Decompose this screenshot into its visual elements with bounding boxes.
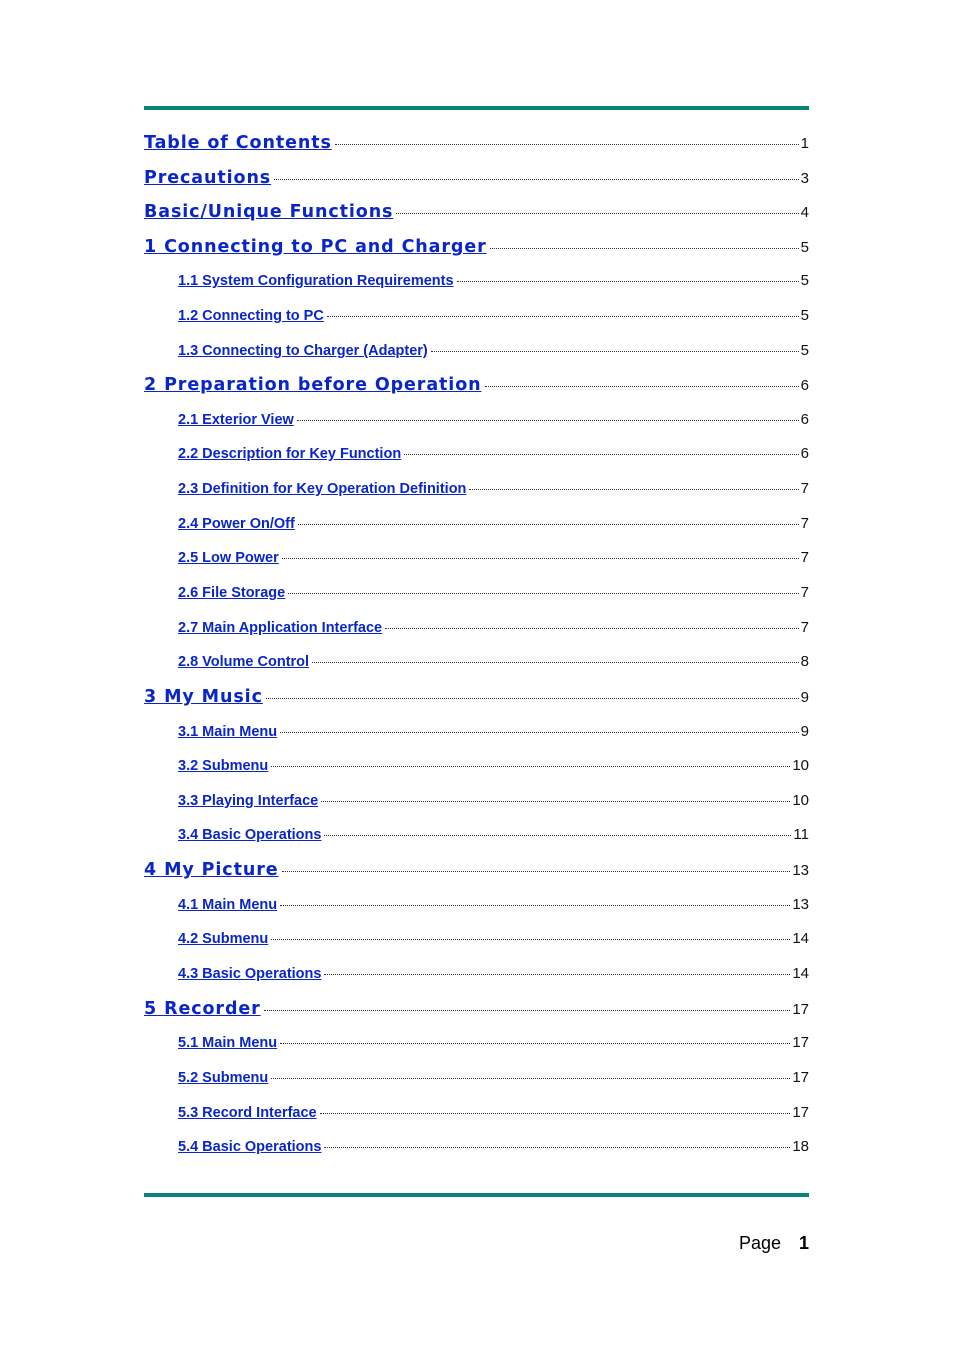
toc-link[interactable]: 2 Preparation before Operation — [144, 375, 482, 395]
dot-leader — [457, 281, 799, 282]
toc-entry[interactable] — [178, 930, 809, 947]
dot-leader — [280, 1043, 790, 1044]
toc-link[interactable]: 3.4 Basic Operations — [178, 827, 322, 843]
toc-link[interactable]: 5 Recorder — [144, 999, 261, 1019]
toc-link[interactable]: Precautions — [144, 168, 272, 188]
toc-page-number: 7 — [800, 515, 809, 532]
toc-page-number: 7 — [800, 480, 809, 497]
toc-link[interactable]: Table of Contents — [144, 133, 332, 153]
toc-page-number: 5 — [800, 307, 809, 324]
toc-link[interactable]: 5.3 Record Interface — [178, 1105, 317, 1121]
toc-link[interactable]: 2.1 Exterior View — [178, 412, 294, 428]
toc-entry[interactable] — [178, 1069, 809, 1086]
dot-leader — [280, 905, 790, 906]
dot-leader — [288, 593, 798, 594]
dot-leader — [404, 454, 798, 455]
toc-entry[interactable] — [178, 342, 809, 359]
dot-leader — [282, 871, 791, 872]
toc-entry[interactable] — [144, 133, 809, 153]
toc-page-number: 5 — [800, 239, 809, 256]
toc-link[interactable]: 2.8 Volume Control — [178, 654, 310, 670]
dot-leader — [324, 835, 791, 836]
toc-page-number: 14 — [792, 965, 809, 982]
toc-entry[interactable] — [178, 272, 809, 289]
toc-entry[interactable] — [178, 653, 809, 670]
toc-entry[interactable] — [178, 723, 809, 740]
toc-entry[interactable] — [178, 619, 809, 636]
toc-link[interactable]: 4.3 Basic Operations — [178, 966, 322, 982]
toc-page-number: 3 — [800, 170, 809, 187]
toc-page-number: 6 — [800, 445, 809, 462]
toc-entry[interactable] — [144, 168, 809, 188]
toc-entry[interactable] — [144, 202, 809, 222]
toc-link[interactable]: Basic/Unique Functions — [144, 202, 394, 222]
toc-entry[interactable] — [178, 515, 809, 532]
dot-leader — [274, 179, 799, 180]
toc-entry[interactable] — [144, 860, 809, 880]
toc-page-number: 1 — [800, 135, 809, 152]
toc-link[interactable]: 2.2 Description for Key Function — [178, 446, 402, 462]
dot-leader — [485, 386, 799, 387]
toc-page-number: 7 — [800, 549, 809, 566]
toc-page-number: 9 — [800, 723, 809, 740]
dot-leader — [469, 489, 798, 490]
toc-page-number: 7 — [800, 584, 809, 601]
toc-entry[interactable] — [178, 584, 809, 601]
toc-link[interactable]: 2.4 Power On/Off — [178, 516, 295, 532]
dot-leader — [280, 732, 799, 733]
toc-entry[interactable] — [144, 237, 809, 257]
toc-entry[interactable] — [144, 687, 809, 707]
dot-leader — [264, 1010, 791, 1011]
toc-page-number: 13 — [792, 896, 809, 913]
toc-page-number: 18 — [792, 1138, 809, 1155]
dot-leader — [396, 213, 798, 214]
toc-link[interactable]: 5.1 Main Menu — [178, 1035, 278, 1051]
toc-page-number: 13 — [792, 862, 809, 879]
bottom-rule — [144, 1193, 809, 1197]
toc-page-number: 10 — [792, 792, 809, 809]
toc-entry[interactable] — [178, 965, 809, 982]
dot-leader — [490, 248, 799, 249]
toc-entry[interactable] — [178, 792, 809, 809]
toc-link[interactable]: 2.7 Main Application Interface — [178, 620, 383, 636]
toc-link[interactable]: 4.2 Submenu — [178, 931, 269, 947]
dot-leader — [271, 939, 790, 940]
toc-link[interactable]: 3.2 Submenu — [178, 758, 269, 774]
top-rule — [144, 106, 809, 110]
toc-page-number: 17 — [792, 1034, 809, 1051]
toc-page-number: 8 — [800, 653, 809, 670]
dot-leader — [335, 144, 799, 145]
dot-leader — [385, 628, 799, 629]
toc-link[interactable]: 5.2 Submenu — [178, 1070, 269, 1086]
toc-page-number: 6 — [800, 377, 809, 394]
toc-entry[interactable] — [178, 1104, 809, 1121]
toc-link[interactable]: 4.1 Main Menu — [178, 897, 278, 913]
toc-link[interactable]: 1.1 System Configuration Requirements — [178, 273, 454, 289]
toc-entry[interactable] — [178, 411, 809, 428]
toc-page-number: 17 — [792, 1001, 809, 1018]
dot-leader — [271, 766, 790, 767]
dot-leader — [431, 351, 799, 352]
toc-link[interactable]: 2.5 Low Power — [178, 550, 279, 566]
toc-link[interactable]: 1.3 Connecting to Charger (Adapter) — [178, 343, 428, 359]
toc-entry[interactable] — [144, 375, 809, 395]
page-number: 1 — [798, 1233, 809, 1253]
toc-entry[interactable] — [178, 1138, 809, 1155]
dot-leader — [320, 1113, 791, 1114]
page-footer — [700, 1233, 809, 1254]
toc-entry[interactable] — [178, 896, 809, 913]
dot-leader — [327, 316, 799, 317]
toc-entry[interactable] — [178, 826, 809, 843]
dot-leader — [271, 1078, 790, 1079]
dot-leader — [321, 801, 790, 802]
toc-entry[interactable] — [178, 757, 809, 774]
toc-link[interactable]: 1 Connecting to PC and Charger — [144, 237, 487, 257]
toc-link[interactable]: 3.3 Playing Interface — [178, 793, 319, 809]
toc-entry[interactable] — [178, 307, 809, 324]
toc-page-number: 5 — [800, 342, 809, 359]
toc-page-number: 7 — [800, 619, 809, 636]
toc-entry[interactable] — [178, 480, 809, 497]
toc-page-number: 9 — [800, 689, 809, 706]
toc-link[interactable]: 4 My Picture — [144, 860, 279, 880]
dot-leader — [282, 558, 799, 559]
dot-leader — [312, 662, 799, 663]
toc-page-number: 4 — [800, 204, 809, 221]
toc-entry[interactable] — [144, 999, 809, 1019]
toc-link[interactable]: 5.4 Basic Operations — [178, 1139, 322, 1155]
toc-page-number: 11 — [793, 826, 809, 843]
toc-link[interactable]: 3 My Music — [144, 687, 263, 707]
toc-entry[interactable] — [178, 549, 809, 566]
toc-link[interactable]: 1.2 Connecting to PC — [178, 308, 324, 324]
page-label: Page — [738, 1233, 781, 1253]
toc-entry[interactable] — [178, 445, 809, 462]
toc-page-number: 17 — [792, 1069, 809, 1086]
dot-leader — [266, 698, 799, 699]
toc-page-number: 10 — [792, 757, 809, 774]
toc-page-number: 5 — [800, 272, 809, 289]
toc-page-number: 6 — [800, 411, 809, 428]
dot-leader — [324, 974, 790, 975]
dot-leader — [298, 524, 799, 525]
dot-leader — [324, 1147, 790, 1148]
toc-link[interactable]: 2.6 File Storage — [178, 585, 286, 601]
toc-page-number: 17 — [792, 1104, 809, 1121]
toc-link[interactable]: 3.1 Main Menu — [178, 724, 278, 740]
toc-link[interactable]: 2.3 Definition for Key Operation Definition — [178, 481, 467, 497]
dot-leader — [297, 420, 799, 421]
toc-page-number: 14 — [792, 930, 809, 947]
toc-entry[interactable] — [178, 1034, 809, 1051]
